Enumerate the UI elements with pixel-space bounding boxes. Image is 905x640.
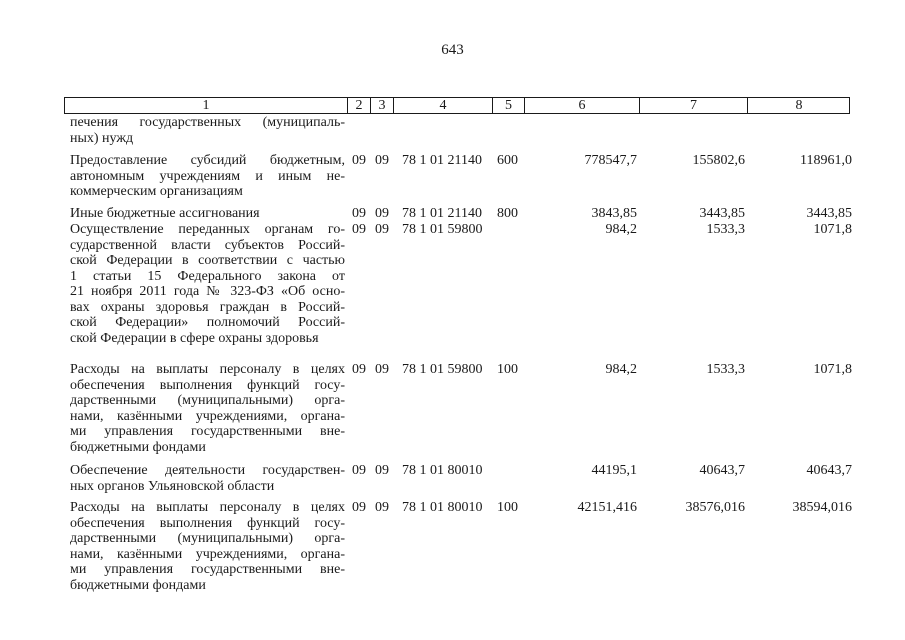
row-name-line: Предоставление субсидий бюджетным, [70,153,345,168]
row-name-line: коммерческим организациям [70,184,243,199]
target-article-code: 78 1 01 21140 [402,206,482,221]
amount-col-7: 3443,85 [699,206,745,221]
amount-col-8: 38594,016 [792,500,852,515]
section-code: 09 [352,362,366,377]
header-col-8: 8 [795,98,803,113]
amount-col-6: 3843,85 [591,206,637,221]
section-code: 09 [352,500,366,515]
row-name-line: ных органов Ульяновской области [70,478,275,494]
row-name-line: нами, казёнными учреждениями, органа- [70,408,345,424]
row-name-line: Обеспечение деятельности государствен- [70,463,345,478]
amount-col-7: 1533,3 [706,222,745,237]
row-name-line: ми управления государственными вне- [70,424,345,439]
row-name [70,206,345,222]
subsection-code: 09 [375,362,389,377]
row-name-line: автономным учреждениям и иным не- [70,168,345,184]
header-col-1: 1 [202,98,210,113]
row-name-line: бюджетными фондами [70,577,206,593]
row-name-line: 21 ноября 2011 года № 323-ФЗ «Об осно- [70,284,345,299]
row-name-line: дарственными (муниципальными) орга- [70,393,345,408]
amount-col-8: 1071,8 [813,222,852,237]
section-code: 09 [352,222,366,237]
row-name [70,463,345,494]
row-name-line: ской Федерации в соответствии с частью [70,253,345,268]
amount-col-6: 44195,1 [591,463,637,478]
row-name-line: вах охраны здоровья граждан в Россий- [70,299,345,315]
header-col-4: 4 [439,98,447,113]
row-name [70,222,345,346]
target-article-code: 78 1 01 59800 [402,362,483,377]
subsection-code: 09 [375,500,389,515]
expense-type-code: 600 [497,153,518,168]
expense-type-code: 800 [497,206,518,221]
page-number: 643 [441,42,464,58]
row-name-line: Расходы на выплаты персоналу в целях [70,362,345,377]
amount-col-8: 40643,7 [806,463,852,478]
subsection-code: 09 [375,222,389,237]
row-name-line: обеспечения выполнения функций госу- [70,377,345,393]
amount-col-8: 1071,8 [813,362,852,377]
row-name-line: ми управления государственными вне- [70,562,345,577]
target-article-code: 78 1 01 80010 [402,463,483,478]
row-name-line: ных) нужд [70,130,134,146]
subsection-code: 09 [375,206,389,221]
section-code: 09 [352,206,366,221]
table-header [64,97,850,114]
header-col-3: 3 [378,98,386,113]
target-article-code: 78 1 01 59800 [402,222,483,237]
row-name [70,500,345,593]
row-name-line: печения государственных (муниципаль- [70,115,345,130]
expense-type-code: 100 [497,362,518,377]
target-article-code: 78 1 01 80010 [402,500,483,515]
header-col-7: 7 [690,98,697,113]
row-name-line: нами, казёнными учреждениями, органа- [70,546,345,562]
row-name-line: Осуществление переданных органам го- [70,222,345,237]
amount-col-7: 40643,7 [699,463,745,478]
amount-col-6: 778547,7 [584,153,637,168]
row-name [70,362,345,455]
row-name-line: обеспечения выполнения функций госу- [70,515,345,531]
subsection-code: 09 [375,153,389,168]
row-name-line: бюджетными фондами [70,439,206,455]
row-name-line: Иные бюджетные ассигнования [70,206,260,221]
row-name [70,115,345,146]
row-name [70,153,345,200]
amount-col-8: 3443,85 [806,206,852,221]
target-article-code: 78 1 01 21140 [402,153,482,168]
header-col-5: 5 [505,98,512,113]
row-name-line: ской Федерации в сфере охраны здоровья [70,330,319,346]
row-name-line: сударственной власти субъектов Россий- [70,237,345,253]
row-name-line: ской Федерации» полномочий Россий- [70,315,345,330]
amount-col-7: 1533,3 [706,362,745,377]
section-code: 09 [352,463,366,478]
subsection-code: 09 [375,463,389,478]
expense-type-code: 100 [497,500,518,515]
amount-col-6: 984,2 [605,362,637,377]
amount-col-7: 155802,6 [692,153,745,168]
amount-col-6: 42151,416 [577,500,637,515]
header-col-2: 2 [355,98,363,113]
row-name-line: 1 статьи 15 Федерального закона от [70,268,345,284]
row-name-line: Расходы на выплаты персоналу в целях [70,500,345,515]
amount-col-8: 118961,0 [800,153,852,168]
amount-col-7: 38576,016 [685,500,745,515]
amount-col-6: 984,2 [605,222,637,237]
row-name-line: дарственными (муниципальными) орга- [70,531,345,546]
header-col-6: 6 [578,98,586,113]
section-code: 09 [352,153,366,168]
